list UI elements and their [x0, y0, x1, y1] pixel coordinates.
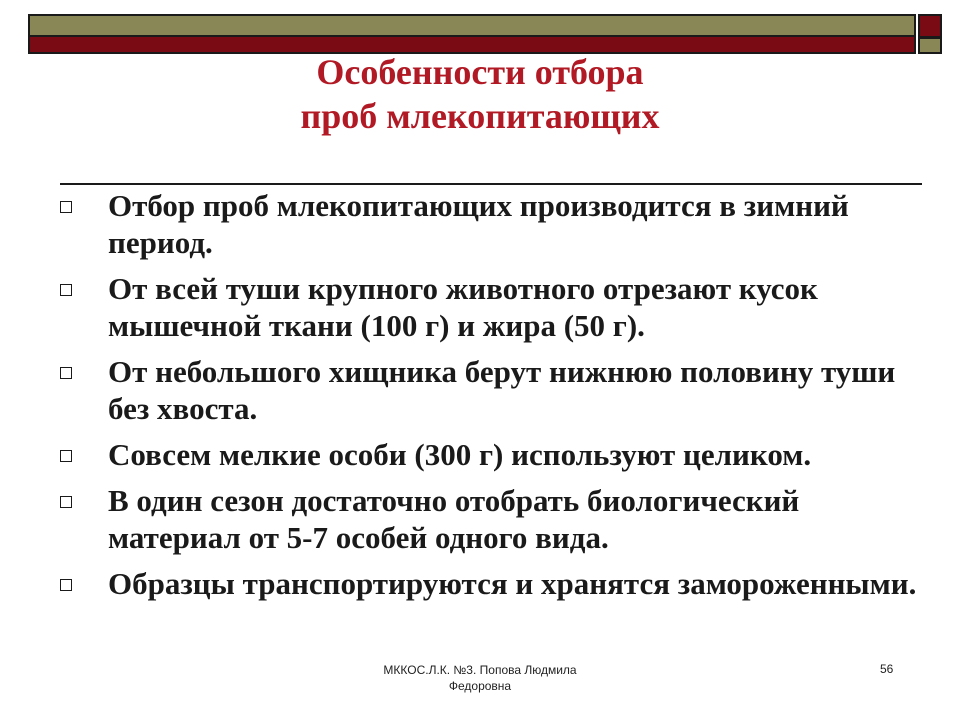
bullet-text: В один сезон достаточно отобрать биологический материал от 5-7 особей одного вида.	[108, 483, 800, 555]
slide-title-line-2: проб млекопитающих	[300, 96, 660, 136]
bullet-text: Совсем мелкие особи (300 г) используют целиком.	[108, 437, 812, 472]
slide-title	[180, 50, 780, 138]
square-bullet-icon	[60, 579, 72, 591]
square-bullet-icon	[60, 367, 72, 379]
square-bullet-icon	[60, 496, 72, 508]
square-bullet-icon	[60, 450, 72, 462]
bullet-item	[58, 436, 918, 473]
bullet-item	[58, 482, 918, 556]
square-bullet-icon	[60, 284, 72, 296]
bullet-item	[58, 270, 918, 344]
header-decor-bar	[28, 14, 916, 54]
bullet-item	[58, 187, 918, 261]
bullet-item	[58, 353, 918, 427]
slide-title-line-1: Особенности отбора	[316, 52, 644, 92]
bullet-text: От всей туши крупного животного отрезают кусок мышечной ткани (100 г) и жира (50 г).	[108, 271, 818, 343]
corner-square-olive	[918, 37, 942, 54]
bullet-text: Отбор проб млекопитающих производится в зимний период.	[108, 188, 849, 260]
slide-footer: МККОС.Л.К. №3. Попова Людмила Федоровна	[383, 663, 577, 693]
bullet-text: От небольшого хищника берут нижнюю половину туши без хвоста.	[108, 354, 896, 426]
page-number: 56	[880, 662, 894, 676]
square-bullet-icon	[60, 201, 72, 213]
bullet-item	[58, 565, 918, 602]
header-bar-olive-stripe	[30, 16, 914, 36]
bullet-list	[58, 187, 918, 611]
corner-square-red	[918, 14, 942, 38]
title-divider-line	[60, 183, 922, 185]
bullet-text: Образцы транспортируются и хранятся замороженными.	[108, 566, 917, 601]
